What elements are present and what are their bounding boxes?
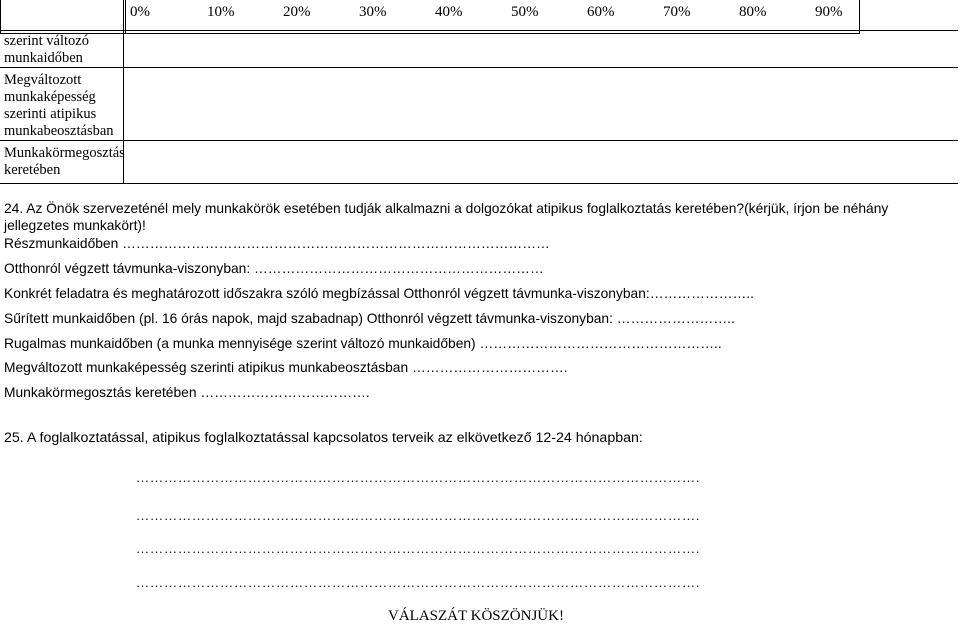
answer-dots-line-2: …………………………………………………………………………………………………………. (136, 508, 701, 523)
answer-dots-line-4: …………………………………………………………………………………………………………. (136, 575, 701, 590)
question-25: 25. A foglalkoztatással, atipikus foglalkoztatással kapcsolatos terveik az elkövetkező 12-24 hónapban: (4, 430, 643, 446)
answer-line-reduced-capacity: Megváltozott munkaképesség szerinti atipikus munkabeosztásban ……………………………. (4, 360, 568, 375)
percent-20: 20% (283, 4, 311, 20)
answer-line-job-sharing: Munkakörmegosztás keretében ………………………………. (4, 385, 370, 400)
answer-line-flexible-time: Rugalmas munkaidőben (a munka mennyisége szerint változó munkaidőben) …………………………………………….. (4, 336, 722, 351)
answer-line-assignment-telework: Konkrét feladatra és meghatározott időszakra szóló megbízással Otthonról végzett távmunka-viszonyban:………………….. (4, 286, 754, 301)
grid-line-top (124, 30, 958, 31)
percent-90: 90% (815, 4, 843, 20)
percent-10: 10% (207, 4, 235, 20)
answer-dots-line-1: …………………………………………………………………………………………………………. (136, 470, 701, 485)
percent-70: 70% (663, 4, 691, 20)
corner-cell (1, 0, 126, 34)
percent-60: 60% (587, 4, 615, 20)
percent-0: 0% (130, 4, 150, 20)
percent-50: 50% (511, 4, 539, 20)
answer-line-compressed-time: Sűrített munkaidőben (pl. 16 órás napok, majd szabadnap) Otthonról végzett távmunka-viszonyban: …………………….. (4, 311, 735, 326)
answer-line-part-time: Részmunkaidőben ………………………………………………………………………………… (4, 236, 550, 251)
grid-area (123, 0, 958, 184)
closing-thanks: VÁLASZÁT KÖSZÖNJÜK! (388, 608, 564, 624)
grid-line-row3 (124, 140, 958, 141)
question-24: 24. Az Önök szervezeténél mely munkakörök esetében tudják alkalmazni a dolgozókat atipikus foglalkoztatás keretében?(kérjük, írjon be néhány jellegzetes munkakört)! (4, 201, 889, 233)
percent-30: 30% (359, 4, 387, 20)
row-label-job-sharing: Munkakörmegosztás keretében (0, 140, 124, 184)
answer-dots-line-3: …………………………………………………………………………………………………………. (136, 541, 701, 556)
percent-80: 80% (739, 4, 767, 20)
row-label-reduced-capacity: Megváltozott munkaképesség szerinti atipikus munkabeosztásban (0, 67, 124, 141)
answer-line-telework: Otthonról végzett távmunka-viszonyban: ……………………………………………………… (4, 261, 544, 276)
row-label-variable-time: szerint változó munkaidőben (0, 30, 124, 68)
percent-40: 40% (435, 4, 463, 20)
grid-line-row2 (124, 67, 958, 68)
